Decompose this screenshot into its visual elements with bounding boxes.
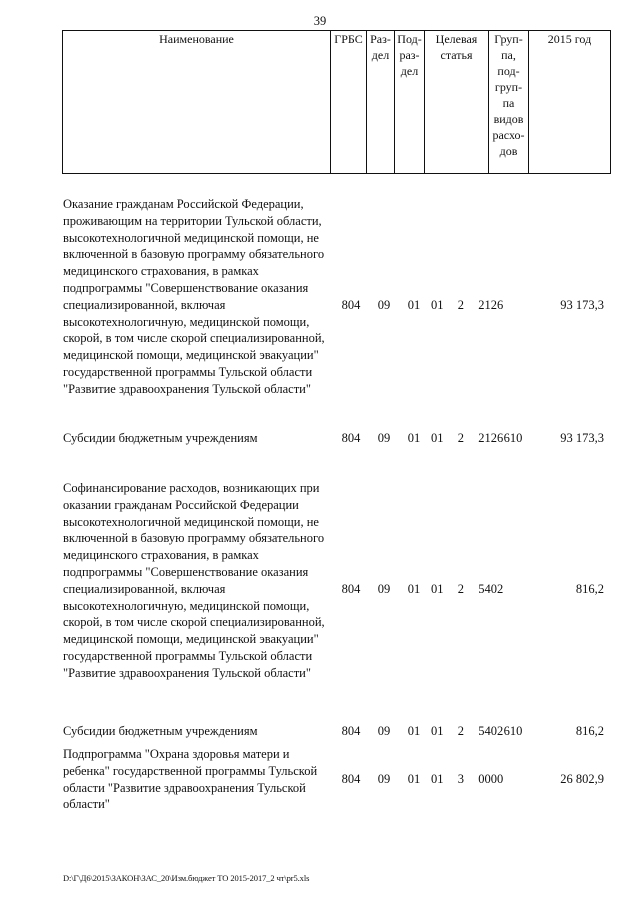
row-razdel: 09 <box>377 298 391 312</box>
row-razdel: 09 <box>377 431 391 445</box>
header-celevaya-statya: Целевая статья <box>425 31 489 174</box>
row-grbs: 804 <box>341 772 361 786</box>
header-year: 2015 год <box>529 31 611 174</box>
row-celevaya-statya: 01 2 2126 <box>431 298 504 312</box>
row-vid-rashodov: 610 <box>503 431 523 445</box>
row-celevaya-statya: 01 2 5402 <box>431 582 504 596</box>
row-podrazdel: 01 <box>407 298 421 312</box>
row-podrazdel: 01 <box>407 724 421 738</box>
row-grbs: 804 <box>341 298 361 312</box>
row-podrazdel: 01 <box>407 431 421 445</box>
row-podrazdel: 01 <box>407 582 421 596</box>
table-header <box>62 30 611 174</box>
row-amount: 93 173,3 <box>560 431 604 445</box>
row-amount: 26 802,9 <box>560 772 604 786</box>
row-celevaya-statya: 01 2 2126 <box>431 431 504 445</box>
row-razdel: 09 <box>377 772 391 786</box>
header-podrazdel: Под-раз-дел <box>395 31 425 174</box>
row-celevaya-statya: 01 2 5402 <box>431 724 504 738</box>
row-razdel: 09 <box>377 582 391 596</box>
header-name: Наименование <box>63 31 331 174</box>
row-celevaya-statya: 01 3 0000 <box>431 772 504 786</box>
row-amount: 816,2 <box>575 582 604 596</box>
header-razdel: Раз-дел <box>367 31 395 174</box>
header-grbs: ГРБС <box>331 31 367 174</box>
row-grbs: 804 <box>341 582 361 596</box>
file-path-footer: D:\Г\Д6\2015\ЗАКОН\ЗАС_20\Изм.бюджет ТО 2015-2017_2 чт\pr5.xls <box>63 873 310 883</box>
header-gruppa-vidov-rashodov: Груп-па, под-груп-па видов расхо-дов <box>489 31 529 174</box>
row-name: Оказание гражданам Российской Федерации, проживающим на территории Тульской области, высокотехнологичной медицинской помощи, не включенной в базовую программу обязательного медицинского страхования, в рамках подпрограммы "Совершенствование оказания специализированной, включая высокотехнологичную, медицинской помощи, скорой, в том числе скорой специализированной, медицинской помощи, медицинской эвакуации" государственной программы Тульской области "Развитие здравоохранения Тульской области" <box>63 197 325 396</box>
row-amount: 93 173,3 <box>560 298 604 312</box>
page-number: 39 <box>313 14 327 28</box>
row-grbs: 804 <box>341 431 361 445</box>
row-grbs: 804 <box>341 724 361 738</box>
row-podrazdel: 01 <box>407 772 421 786</box>
row-vid-rashodov: 610 <box>503 724 523 738</box>
row-amount: 816,2 <box>575 724 604 738</box>
row-name: Софинансирование расходов, возникающих при оказании гражданам Российской Федерации высокотехнологичной медицинской помощи, не включенной в базовую программу обязательного медицинского страхования, в рамках подпрограммы "Совершенствование оказания специализированной, включая высокотехнологичную, медицинской помощи, скорой, в том числе скорой специализированной, медицинской помощи, медицинской эвакуации" государственной программы Тульской области "Развитие здравоохранения Тульской области" <box>63 481 325 680</box>
row-razdel: 09 <box>377 724 391 738</box>
row-name: Субсидии бюджетным учреждениям <box>63 431 258 445</box>
row-name: Субсидии бюджетным учреждениям <box>63 724 258 738</box>
row-name: Подпрограмма "Охрана здоровья матери и ребенка" государственной программы Тульской области "Развитие здравоохранения Тульской области" <box>63 747 318 812</box>
